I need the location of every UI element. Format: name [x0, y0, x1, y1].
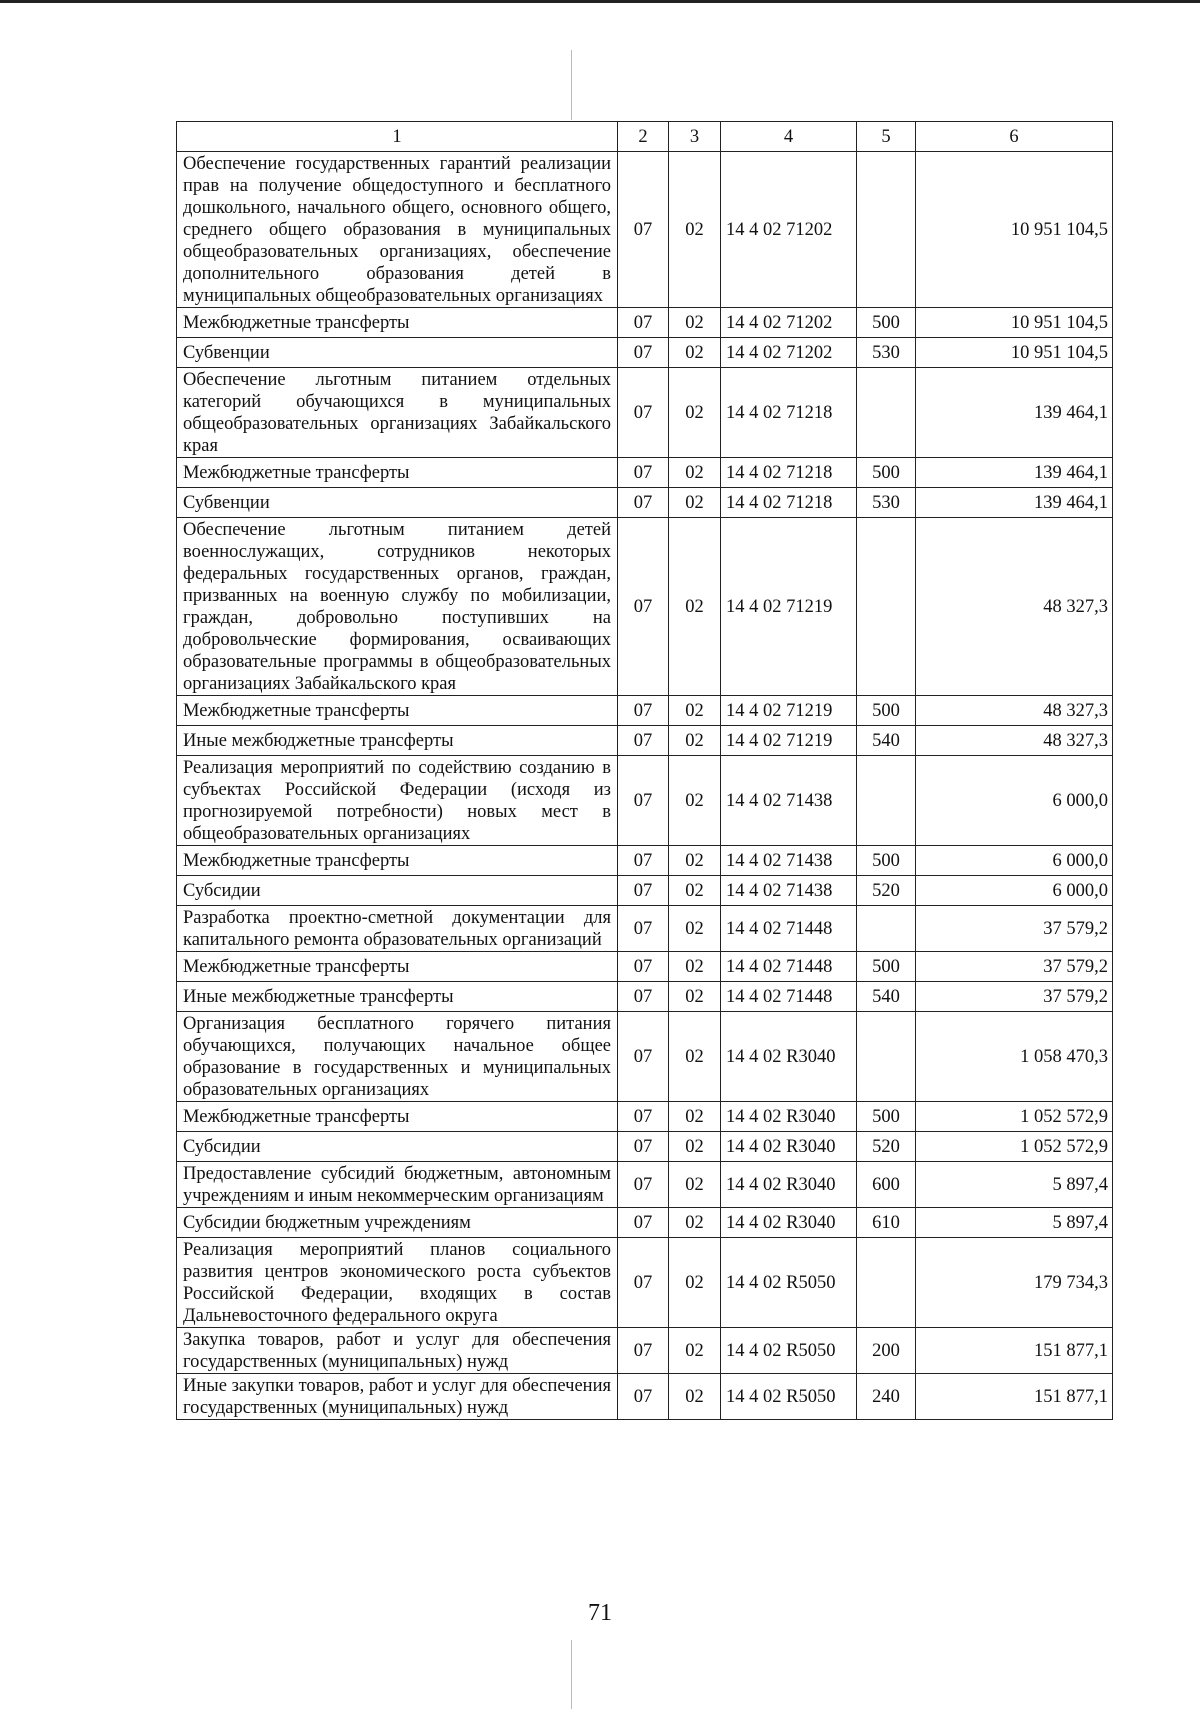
row-name-cell: Обеспечение льготным питанием детей военнослужащих, сотрудников некоторых федеральных государственных органов, граждан, призванных на военную службу по мобилизации, граждан, добровольно поступивших на добровольческие формирования, осваивающих образовательные программы в общеобразовательных организациях Забайкальского края	[177, 518, 618, 696]
row-subsection-cell: 02	[669, 1012, 721, 1102]
row-target-code-cell: 14 4 02 R5050	[721, 1374, 857, 1420]
row-subsection-cell: 02	[669, 1208, 721, 1238]
row-subsection-cell: 02	[669, 488, 721, 518]
row-amount-cell: 48 327,3	[916, 726, 1113, 756]
row-name-cell: Реализация мероприятий планов социального развития центров экономического роста субъектов Российской Федерации, входящих в состав Дальневосточного федерального округа	[177, 1238, 618, 1328]
row-name-cell: Иные закупки товаров, работ и услуг для обеспечения государственных (муниципальных) нужд	[177, 1374, 618, 1420]
header-col-4: 4	[721, 122, 857, 152]
row-subsection-cell: 02	[669, 308, 721, 338]
scan-artifact-line	[571, 1640, 572, 1709]
row-name-cell: Межбюджетные трансферты	[177, 308, 618, 338]
table-row	[177, 1208, 1113, 1238]
row-amount-cell: 10 951 104,5	[916, 152, 1113, 308]
row-section-cell: 07	[618, 726, 669, 756]
table-row	[177, 308, 1113, 338]
header-col-2: 2	[618, 122, 669, 152]
table-row	[177, 726, 1113, 756]
row-amount-cell: 1 058 470,3	[916, 1012, 1113, 1102]
row-amount-cell: 37 579,2	[916, 906, 1113, 952]
row-target-code-cell: 14 4 02 71448	[721, 952, 857, 982]
row-amount-cell: 10 951 104,5	[916, 308, 1113, 338]
table-row	[177, 368, 1113, 458]
row-expense-type-cell: 520	[857, 1132, 916, 1162]
row-expense-type-cell	[857, 756, 916, 846]
row-subsection-cell: 02	[669, 368, 721, 458]
row-section-cell: 07	[618, 1208, 669, 1238]
row-expense-type-cell: 500	[857, 952, 916, 982]
row-name-cell: Субсидии	[177, 876, 618, 906]
row-target-code-cell: 14 4 02 71219	[721, 696, 857, 726]
table-row	[177, 1238, 1113, 1328]
table-row	[177, 906, 1113, 952]
table-row	[177, 952, 1113, 982]
row-amount-cell: 179 734,3	[916, 1238, 1113, 1328]
row-expense-type-cell: 240	[857, 1374, 916, 1420]
row-name-cell: Организация бесплатного горячего питания обучающихся, получающих начальное общее образование в государственных и муниципальных образовательных организациях	[177, 1012, 618, 1102]
row-target-code-cell: 14 4 02 71438	[721, 756, 857, 846]
row-target-code-cell: 14 4 02 R3040	[721, 1208, 857, 1238]
row-target-code-cell: 14 4 02 71202	[721, 152, 857, 308]
row-name-cell: Межбюджетные трансферты	[177, 696, 618, 726]
row-subsection-cell: 02	[669, 696, 721, 726]
row-expense-type-cell: 500	[857, 308, 916, 338]
row-expense-type-cell	[857, 152, 916, 308]
row-amount-cell: 139 464,1	[916, 488, 1113, 518]
row-section-cell: 07	[618, 1328, 669, 1374]
table-row	[177, 152, 1113, 308]
row-target-code-cell: 14 4 02 R5050	[721, 1238, 857, 1328]
table-row	[177, 1132, 1113, 1162]
table-row	[177, 1012, 1113, 1102]
row-name-cell: Закупка товаров, работ и услуг для обеспечения государственных (муниципальных) нужд	[177, 1328, 618, 1374]
row-section-cell: 07	[618, 518, 669, 696]
row-expense-type-cell: 610	[857, 1208, 916, 1238]
row-subsection-cell: 02	[669, 756, 721, 846]
row-expense-type-cell: 200	[857, 1328, 916, 1374]
header-col-1: 1	[177, 122, 618, 152]
row-amount-cell: 1 052 572,9	[916, 1132, 1113, 1162]
row-amount-cell: 5 897,4	[916, 1208, 1113, 1238]
row-target-code-cell: 14 4 02 71438	[721, 846, 857, 876]
budget-table-container	[176, 121, 1112, 1420]
row-amount-cell: 5 897,4	[916, 1162, 1113, 1208]
budget-table	[176, 121, 1113, 1420]
row-target-code-cell: 14 4 02 R3040	[721, 1012, 857, 1102]
row-name-cell: Субсидии бюджетным учреждениям	[177, 1208, 618, 1238]
row-expense-type-cell: 540	[857, 982, 916, 1012]
row-subsection-cell: 02	[669, 152, 721, 308]
row-subsection-cell: 02	[669, 1374, 721, 1420]
row-section-cell: 07	[618, 1162, 669, 1208]
row-name-cell: Иные межбюджетные трансферты	[177, 982, 618, 1012]
row-expense-type-cell	[857, 368, 916, 458]
row-amount-cell: 6 000,0	[916, 876, 1113, 906]
row-section-cell: 07	[618, 906, 669, 952]
table-row	[177, 846, 1113, 876]
row-subsection-cell: 02	[669, 458, 721, 488]
table-row	[177, 696, 1113, 726]
header-col-5: 5	[857, 122, 916, 152]
row-target-code-cell: 14 4 02 71448	[721, 982, 857, 1012]
header-row	[177, 122, 1113, 152]
row-amount-cell: 48 327,3	[916, 518, 1113, 696]
header-col-3: 3	[669, 122, 721, 152]
row-section-cell: 07	[618, 982, 669, 1012]
row-expense-type-cell	[857, 1012, 916, 1102]
table-row	[177, 1374, 1113, 1420]
row-target-code-cell: 14 4 02 71219	[721, 518, 857, 696]
row-amount-cell: 48 327,3	[916, 696, 1113, 726]
row-section-cell: 07	[618, 696, 669, 726]
row-expense-type-cell	[857, 1238, 916, 1328]
row-name-cell: Межбюджетные трансферты	[177, 846, 618, 876]
row-amount-cell: 151 877,1	[916, 1328, 1113, 1374]
table-row	[177, 338, 1113, 368]
table-row	[177, 1102, 1113, 1132]
row-expense-type-cell: 540	[857, 726, 916, 756]
row-target-code-cell: 14 4 02 R5050	[721, 1328, 857, 1374]
table-row	[177, 488, 1113, 518]
table-row	[177, 1328, 1113, 1374]
row-expense-type-cell: 520	[857, 876, 916, 906]
row-expense-type-cell: 500	[857, 458, 916, 488]
row-section-cell: 07	[618, 308, 669, 338]
page-number: 71	[588, 1600, 612, 1626]
row-subsection-cell: 02	[669, 518, 721, 696]
row-amount-cell: 37 579,2	[916, 952, 1113, 982]
row-target-code-cell: 14 4 02 R3040	[721, 1162, 857, 1208]
row-expense-type-cell: 600	[857, 1162, 916, 1208]
row-expense-type-cell	[857, 518, 916, 696]
row-target-code-cell: 14 4 02 R3040	[721, 1132, 857, 1162]
row-subsection-cell: 02	[669, 952, 721, 982]
row-target-code-cell: 14 4 02 71448	[721, 906, 857, 952]
row-amount-cell: 6 000,0	[916, 756, 1113, 846]
row-target-code-cell: 14 4 02 71218	[721, 488, 857, 518]
row-subsection-cell: 02	[669, 726, 721, 756]
row-subsection-cell: 02	[669, 338, 721, 368]
table-row	[177, 756, 1113, 846]
row-expense-type-cell: 530	[857, 488, 916, 518]
row-amount-cell: 37 579,2	[916, 982, 1113, 1012]
row-section-cell: 07	[618, 152, 669, 308]
row-target-code-cell: 14 4 02 R3040	[721, 1102, 857, 1132]
row-section-cell: 07	[618, 756, 669, 846]
row-name-cell: Межбюджетные трансферты	[177, 1102, 618, 1132]
table-row	[177, 876, 1113, 906]
row-name-cell: Субвенции	[177, 338, 618, 368]
row-subsection-cell: 02	[669, 1238, 721, 1328]
table-row	[177, 982, 1113, 1012]
table-row	[177, 518, 1113, 696]
row-target-code-cell: 14 4 02 71219	[721, 726, 857, 756]
row-section-cell: 07	[618, 1238, 669, 1328]
row-name-cell: Разработка проектно-сметной документации для капитального ремонта образовательных организаций	[177, 906, 618, 952]
row-subsection-cell: 02	[669, 846, 721, 876]
header-col-6: 6	[916, 122, 1113, 152]
row-section-cell: 07	[618, 1012, 669, 1102]
scan-artifact-line	[571, 50, 572, 120]
row-amount-cell: 10 951 104,5	[916, 338, 1113, 368]
row-name-cell: Обеспечение льготным питанием отдельных категорий обучающихся в муниципальных общеобразовательных организациях Забайкальского края	[177, 368, 618, 458]
row-target-code-cell: 14 4 02 71218	[721, 368, 857, 458]
row-section-cell: 07	[618, 458, 669, 488]
row-expense-type-cell	[857, 906, 916, 952]
row-subsection-cell: 02	[669, 876, 721, 906]
row-amount-cell: 6 000,0	[916, 846, 1113, 876]
row-target-code-cell: 14 4 02 71218	[721, 458, 857, 488]
row-subsection-cell: 02	[669, 1102, 721, 1132]
row-name-cell: Иные межбюджетные трансферты	[177, 726, 618, 756]
table-row	[177, 1162, 1113, 1208]
row-expense-type-cell: 500	[857, 846, 916, 876]
row-name-cell: Обеспечение государственных гарантий реализации прав на получение общедоступного и бесплатного дошкольного, начального общего, основного общего, среднего общего образования в муниципальных общеобразовательных организациях, обеспечение дополнительного образования детей в муниципальных общеобразовательных организациях	[177, 152, 618, 308]
row-name-cell: Предоставление субсидий бюджетным, автономным учреждениям и иным некоммерческим организациям	[177, 1162, 618, 1208]
row-amount-cell: 139 464,1	[916, 368, 1113, 458]
row-subsection-cell: 02	[669, 1132, 721, 1162]
row-section-cell: 07	[618, 1132, 669, 1162]
row-subsection-cell: 02	[669, 1162, 721, 1208]
row-amount-cell: 151 877,1	[916, 1374, 1113, 1420]
row-section-cell: 07	[618, 1374, 669, 1420]
row-expense-type-cell: 500	[857, 696, 916, 726]
row-section-cell: 07	[618, 952, 669, 982]
row-section-cell: 07	[618, 368, 669, 458]
row-subsection-cell: 02	[669, 982, 721, 1012]
row-section-cell: 07	[618, 1102, 669, 1132]
top-border-rule	[0, 0, 1200, 3]
row-section-cell: 07	[618, 846, 669, 876]
row-amount-cell: 1 052 572,9	[916, 1102, 1113, 1132]
row-name-cell: Межбюджетные трансферты	[177, 458, 618, 488]
row-amount-cell: 139 464,1	[916, 458, 1113, 488]
row-target-code-cell: 14 4 02 71202	[721, 308, 857, 338]
row-name-cell: Субвенции	[177, 488, 618, 518]
table-body	[177, 152, 1113, 1420]
row-target-code-cell: 14 4 02 71202	[721, 338, 857, 368]
row-section-cell: 07	[618, 488, 669, 518]
row-section-cell: 07	[618, 876, 669, 906]
row-name-cell: Субсидии	[177, 1132, 618, 1162]
row-target-code-cell: 14 4 02 71438	[721, 876, 857, 906]
row-expense-type-cell: 500	[857, 1102, 916, 1132]
row-subsection-cell: 02	[669, 906, 721, 952]
row-subsection-cell: 02	[669, 1328, 721, 1374]
table-row	[177, 458, 1113, 488]
row-section-cell: 07	[618, 338, 669, 368]
row-name-cell: Реализация мероприятий по содействию созданию в субъектах Российской Федерации (исходя из прогнозируемой потребности) новых мест в общеобразовательных организациях	[177, 756, 618, 846]
row-name-cell: Межбюджетные трансферты	[177, 952, 618, 982]
row-expense-type-cell: 530	[857, 338, 916, 368]
